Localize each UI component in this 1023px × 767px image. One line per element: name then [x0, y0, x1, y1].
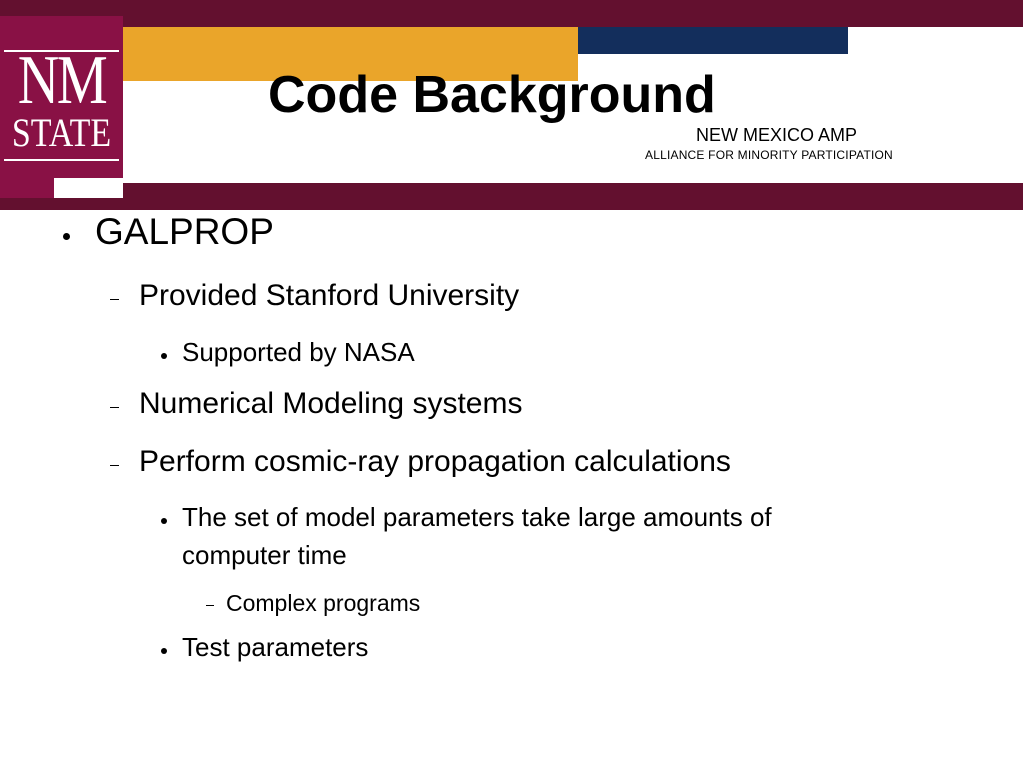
logo-text-state: STATE	[11, 110, 112, 155]
list-item-text: Provided Stanford University	[139, 279, 520, 312]
header-bottom-band-edge	[0, 196, 14, 210]
header-navy-band	[578, 27, 848, 54]
org-subtitle: ALLIANCE FOR MINORITY PARTICIPATION	[645, 148, 893, 162]
list-item-text: Perform cosmic-ray propagation calculations	[139, 445, 731, 478]
header-bottom-band	[12, 183, 1023, 210]
list-item-text: GALPROP	[95, 211, 274, 252]
list-item-level3	[182, 336, 415, 368]
dash-icon	[110, 299, 119, 300]
header-top-band	[0, 0, 1023, 27]
list-item-level4	[226, 589, 420, 617]
list-item-level3	[182, 631, 368, 663]
list-item-text: Numerical Modeling systems	[139, 387, 523, 420]
bullet-icon	[63, 233, 70, 240]
list-item-level2	[139, 444, 731, 480]
list-item-level3	[182, 501, 772, 533]
dash-icon	[110, 465, 119, 466]
dash-icon	[110, 407, 119, 408]
nm-state-logo	[0, 16, 123, 198]
list-item-text: Test parameters	[182, 632, 369, 662]
list-item-continuation	[182, 539, 347, 571]
bullet-icon	[161, 353, 167, 359]
list-item-level1	[95, 210, 274, 254]
dash-icon	[206, 605, 214, 606]
list-item-text: Complex programs	[226, 590, 421, 616]
bullet-icon	[161, 518, 167, 524]
list-item-level2	[139, 386, 522, 422]
list-item-text: Supported by NASA	[182, 337, 415, 367]
list-item-text: The set of model parameters take large amounts of	[182, 502, 772, 532]
logo-rule-bottom	[4, 159, 119, 161]
list-item-level2	[139, 278, 519, 314]
logo-tab	[54, 178, 123, 198]
bullet-icon	[161, 648, 167, 654]
list-item-text: computer time	[182, 540, 347, 570]
slide-title: Code Background	[268, 66, 716, 124]
logo-text-nm: NM	[17, 42, 106, 119]
org-name: NEW MEXICO AMP	[696, 125, 858, 145]
